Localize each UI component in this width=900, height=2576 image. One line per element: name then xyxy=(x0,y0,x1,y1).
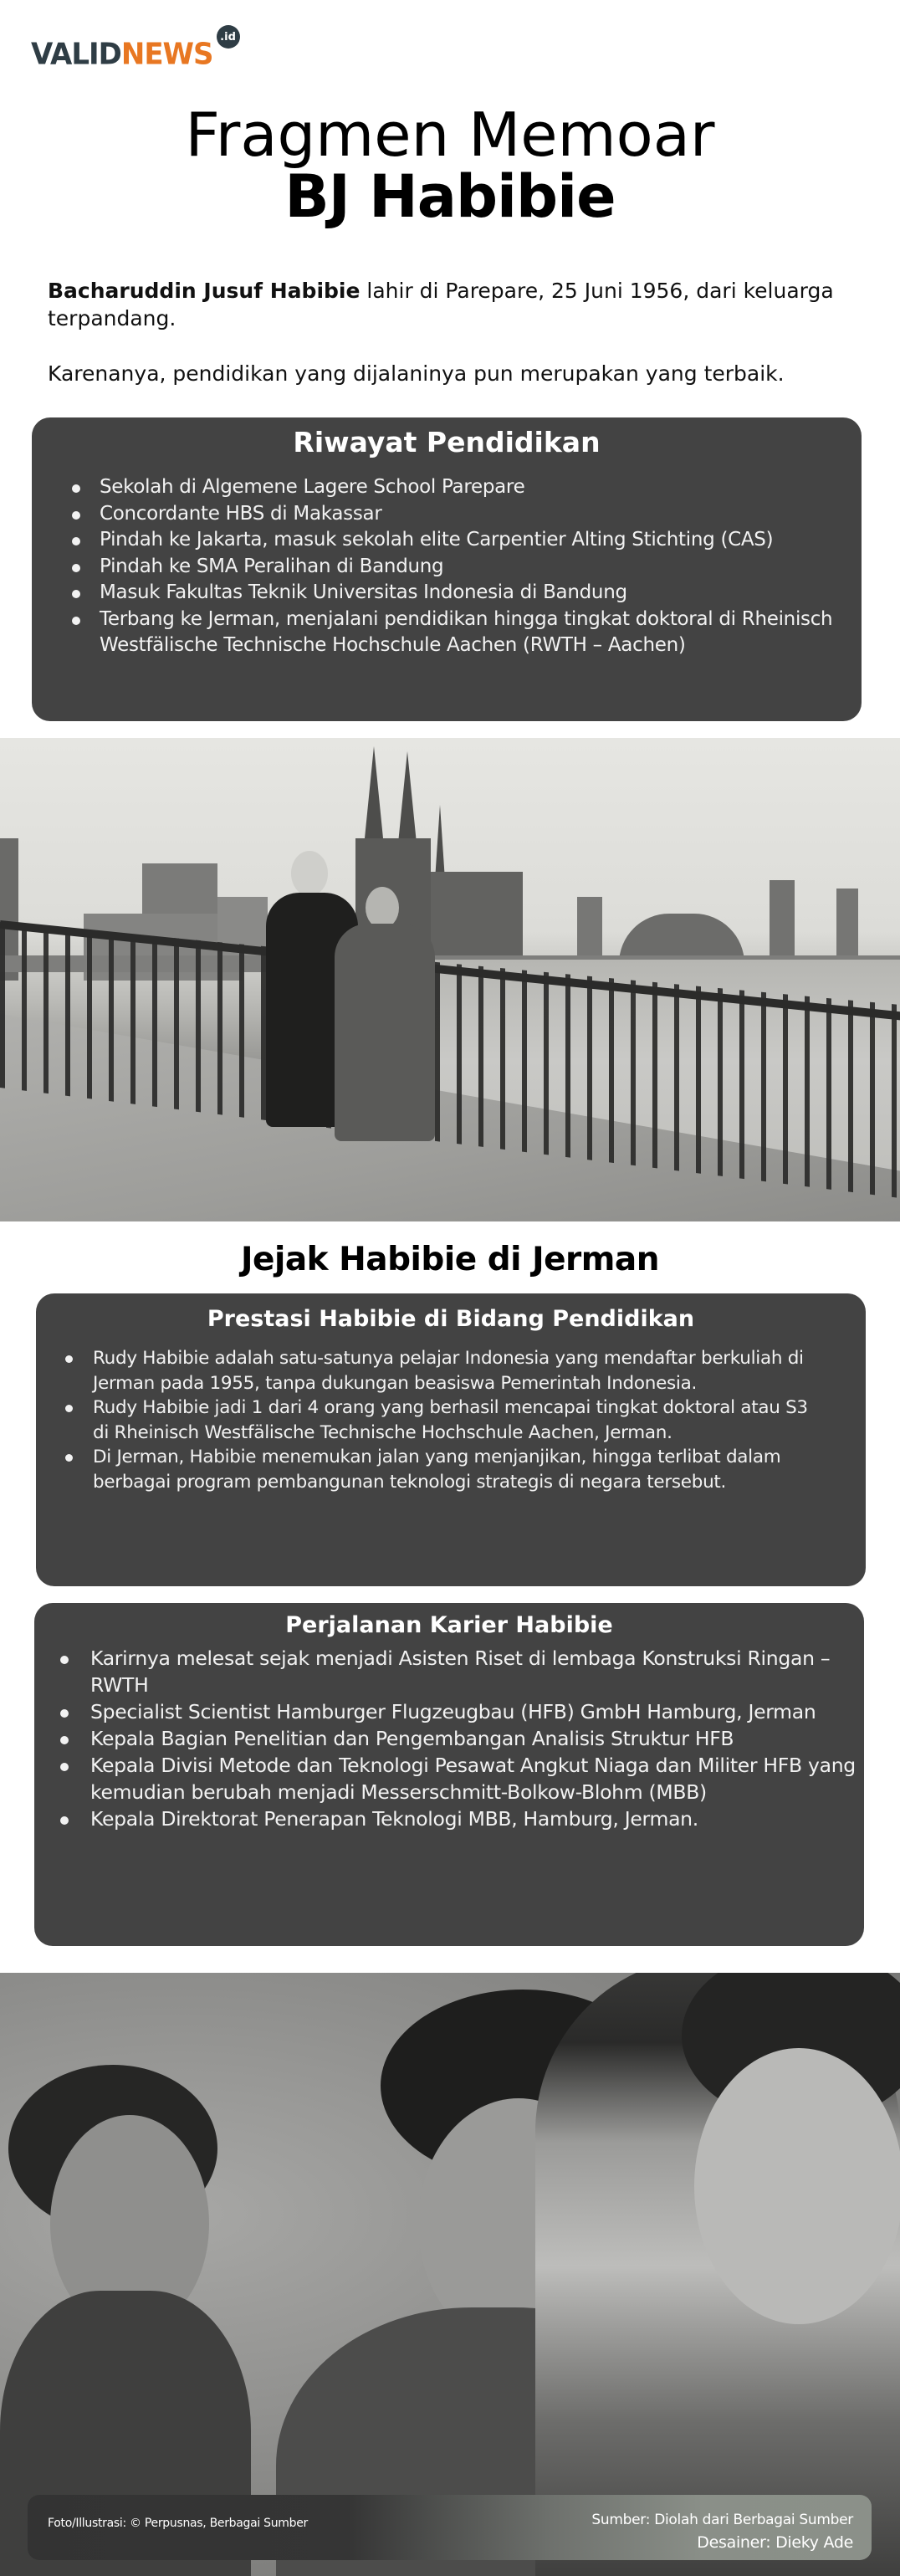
logo-text-valid: VALID xyxy=(31,37,121,72)
list-item: Kepala Bagian Penelitian dan Pengembangan Analisis Struktur HFB xyxy=(90,1725,860,1752)
intro-paragraph-1 xyxy=(48,277,859,332)
list-item: Kepala Direktorat Penerapan Teknologi MBB, Hamburg, Jerman. xyxy=(90,1805,860,1832)
list-item: Rudy Habibie jadi 1 dari 4 orang yang berhasil mencapai tingkat doktoral atau S3 di Rheinisch Westfälische Technische Hochschule Aachen, Jerman. xyxy=(93,1396,829,1445)
career-journey-title: Perjalanan Karier Habibie xyxy=(285,1612,613,1638)
list-item: Kepala Divisi Metode dan Teknologi Pesawat Angkut Niaga dan Militer HFB yang kemudian berubah menjadi Messerschmitt-Bolkow-Blohm (MBB) xyxy=(90,1752,860,1805)
title-line-2: BJ Habibie xyxy=(284,162,616,231)
title-line-1: Fragmen Memoar xyxy=(185,100,715,170)
page-title xyxy=(0,100,900,231)
education-history-card xyxy=(32,417,862,721)
education-history-title: Riwayat Pendidikan xyxy=(293,426,601,458)
education-achievements-title: Prestasi Habibie di Bidang Pendidikan xyxy=(207,1306,695,1332)
list-item: Specialist Scientist Hamburger Flugzeugbau (HFB) GmbH Hamburg, Jerman xyxy=(90,1698,860,1725)
education-history-list xyxy=(100,474,852,659)
photo-habibie-portraits xyxy=(0,1973,900,2576)
logo-text-news: NEWS xyxy=(120,37,213,72)
career-journey-list xyxy=(90,1645,860,1832)
list-item: Sekolah di Algemene Lagere School Parepare xyxy=(100,474,852,501)
photo-cologne-riverside xyxy=(0,738,900,1221)
source-credit: Sumber: Diolah dari Berbagai Sumber xyxy=(591,2512,853,2528)
career-journey-card xyxy=(34,1603,864,1946)
list-item: Concordante HBS di Makassar xyxy=(100,501,852,528)
list-item: Masuk Fakultas Teknik Universitas Indonesia di Bandung xyxy=(100,580,852,607)
list-item: Pindah ke Jakarta, masuk sekolah elite Carpentier Alting Stichting (CAS) xyxy=(100,527,852,554)
designer-credit: Desainer: Dieky Ade xyxy=(697,2533,853,2552)
education-achievements-card xyxy=(36,1293,866,1586)
validnews-logo[interactable] xyxy=(31,22,240,72)
list-item: Terbang ke Jerman, menjalani pendidikan hingga tingkat doktoral di Rheinisch Westfälische Technische Hochschule Aachen (RWTH – Aachen) xyxy=(100,607,852,659)
credits-footer xyxy=(28,2495,872,2560)
list-item: Karirnya melesat sejak menjadi Asisten Riset di lembaga Konstruksi Ringan – RWTH xyxy=(90,1645,860,1698)
intro-paragraph-2: Karenanya, pendidikan yang dijalaninya pun merupakan yang terbaik. xyxy=(48,361,785,386)
logo-id-badge: .id xyxy=(217,25,240,49)
intro-name: Bacharuddin Jusuf Habibie xyxy=(48,279,361,303)
education-achievements-list xyxy=(93,1346,829,1494)
list-item: Rudy Habibie adalah satu-satunya pelajar Indonesia yang mendaftar berkuliah di Jerman pada 1955, tanpa dukungan beasiswa Pemerintah Indonesia. xyxy=(93,1346,829,1396)
list-item: Di Jerman, Habibie menemukan jalan yang menjanjikan, hingga terlibat dalam berbagai program pembangunan teknologi strategis di negara tersebut. xyxy=(93,1445,829,1494)
intro-sentence-1: lahir di Parepare, 25 Juni 1956, dari keluarga terpandang. xyxy=(48,279,834,330)
germany-section-title: Jejak Habibie di Jerman xyxy=(241,1241,659,1278)
list-item: Pindah ke SMA Peralihan di Bandung xyxy=(100,554,852,581)
photo-credit: Foto/Illustrasi: © Perpusnas, Berbagai Sumber xyxy=(48,2517,309,2530)
